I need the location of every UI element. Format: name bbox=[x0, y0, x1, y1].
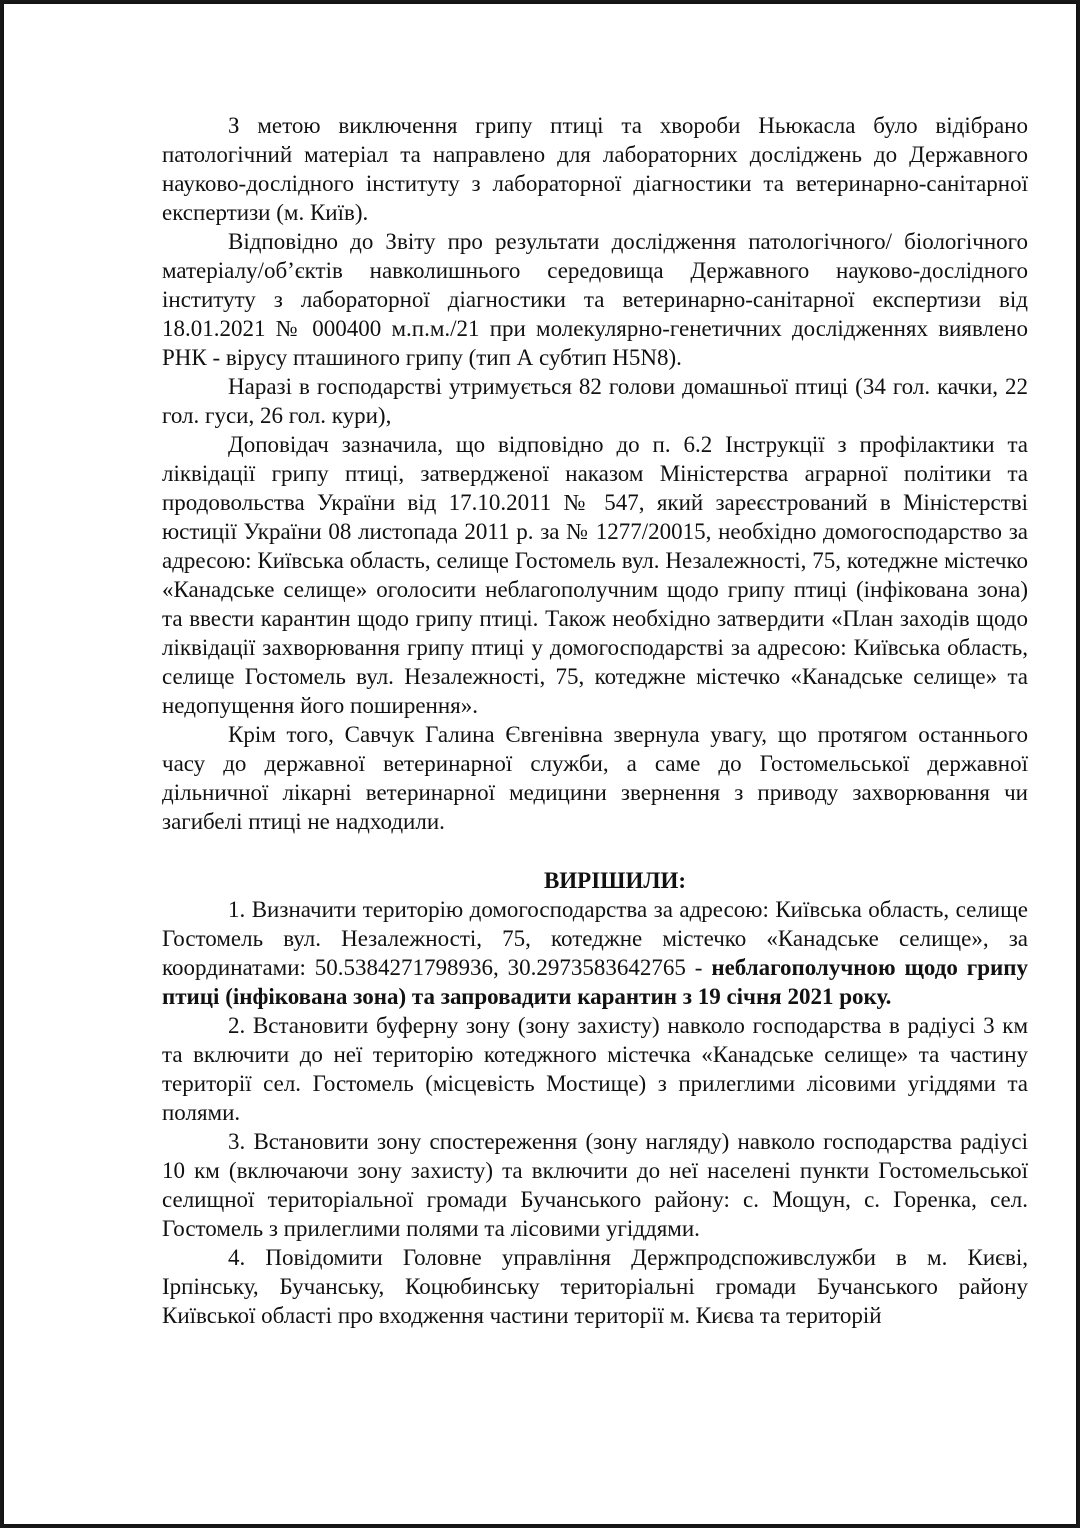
paragraph-poultry-count: Наразі в господарстві утримується 82 голови домашньої птиці (34 гол. качки, 22 гол. гуси, 26 гол. кури), bbox=[162, 374, 1028, 428]
document-body bbox=[162, 111, 1028, 1330]
paragraph-sampling: З метою виключення грипу птиці та хвороби Ньюкасла було відібрано патологічний матеріал та направлено для лабораторних досліджень до Державного науково-дослідного інституту з лабораторної діагностики та ветеринарно-санітарної експертизи (м. Київ). bbox=[162, 113, 1028, 225]
paragraph-speaker-proposal: Доповідач зазначила, що відповідно до п. 6.2 Інструкції з профілактики та ліквідації грипу птиці, затвердженої наказом Міністерства аграрної політики та продовольства України від 17.10.2011 № 547, який зареєстрований в Міністерстві юстиції України 08 листопада 2011 р. за № 1277/20015, необхідно домогосподарство за адресою: Київська область, селище Гостомель вул. Незалежності, 75, котеджне містечко «Канадське селище» оголосити неблагополучним щодо грипу птиці (інфікована зона) та ввести карантин щодо грипу птиці. Також необхідно затвердити «План заходів щодо ліквідації захворювання грипу птиці у домогосподарстві за адресою: Київська область, селище Гостомель вул. Незалежності, 75, котеджне містечко «Канадське селище» та недопущення його поширення». bbox=[162, 432, 1028, 718]
decision-3: 3. Встановити зону спостереження (зону нагляду) навколо господарства радіусі 10 км (включаючи зону захисту) та включити до неї населені пункти Гостомельської селищної територіальної громади Бучанського району: с. Мощун, с. Горенка, сел. Гостомель з прилеглими полями та лісовими угіддями. bbox=[162, 1129, 1028, 1241]
paragraph-lab-report: Відповідно до Звіту про результати дослідження патологічного/ біологічного матеріалу/об’єктів навколишнього середовища Державного науково-дослідного інституту з лабораторної діагностики та ветеринарно-санітарної експертизи від 18.01.2021 № 000400 м.п.м./21 при молекулярно-генетичних дослідженнях виявлено РНК - вірусу пташиного грипу (тип А субтип H5N8). bbox=[162, 229, 1028, 370]
document-page bbox=[4, 4, 1076, 1524]
decision-1-text: 1. Визначити територію домогосподарства за адресою: Київська область, селище Гостомель вул. Незалежності, 75, котеджне містечко «Канадське селище», за координатами: 50.5384271798936, 30.2973583642765 - bbox=[162, 897, 1028, 980]
decision-1 bbox=[162, 895, 1028, 1011]
resolved-heading: ВИРІШИЛИ: bbox=[543, 868, 687, 893]
paragraph-no-other-cases: Крім того, Савчук Галина Євгенівна звернула увагу, що протягом останнього часу до державної ветеринарної служби, а саме до Гостомельської державної дільничної лікарні ветеринарної медицини звернення з приводу захворювання чи загибелі птиці не надходили. bbox=[162, 722, 1028, 834]
section-gap bbox=[162, 836, 1028, 866]
decision-1-emphasis: неблагополучною щодо грипу птиці (інфікована зона) та запровадити карантин з 19 січня 2021 року. bbox=[162, 955, 1028, 1009]
decision-2: 2. Встановити буферну зону (зону захисту) навколо господарства в радіусі 3 км та включити до неї територію котеджного містечка «Канадське селище» та частину території сел. Гостомель (місцевість Мостище) з прилеглими лісовими угіддями та полями. bbox=[162, 1013, 1028, 1125]
decision-4: 4. Повідомити Головне управління Держпродспоживслужби в м. Києві, Ірпінську, Бучанську, Коцюбинську територіальні громади Бучанського району Київської області про входження частини території м. Києва та територій bbox=[162, 1245, 1028, 1328]
